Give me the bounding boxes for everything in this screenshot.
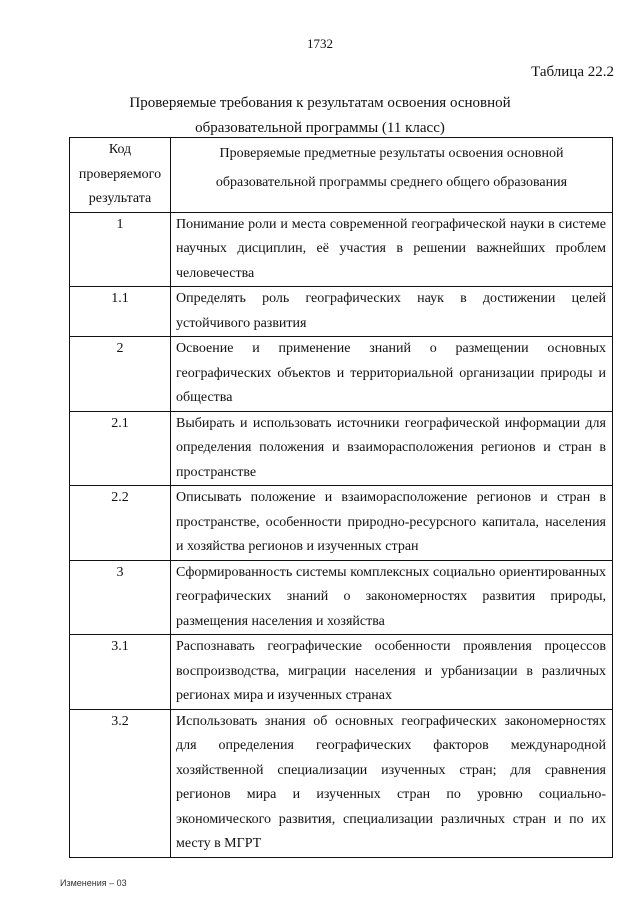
table-header-row [70, 138, 613, 213]
row-code: 1 [70, 212, 171, 287]
caption-line: Проверяемые требования к результатам освоения основной [129, 95, 511, 111]
row-code: 2.2 [70, 486, 171, 561]
table-row [70, 486, 613, 561]
table-row [70, 212, 613, 287]
row-text: Описывать положение и взаиморасположение регионов и стран в пространстве, особенности природно-ресурсного капитала, населения и хозяйства регионов и изученных стран [171, 486, 613, 561]
row-code: 1.1 [70, 287, 171, 337]
caption-line: образовательной программы (11 класс) [195, 120, 445, 136]
table-row [70, 287, 613, 337]
row-code: 3 [70, 560, 171, 635]
row-code: 3.1 [70, 635, 171, 710]
table-row [70, 411, 613, 486]
row-text: Выбирать и использовать источники географической информации для определения положения и взаиморасположения регионов и стран в пространстве [171, 411, 613, 486]
table-row [70, 560, 613, 635]
header-code-line: результата [88, 191, 152, 206]
table-caption [0, 91, 640, 141]
header-code-line: проверяемого [78, 166, 162, 182]
header-code-line: Код [108, 142, 132, 157]
header-description-line: Проверяемые предметные результаты освоения основной [219, 146, 564, 161]
row-text: Понимание роли и места современной географической науки в системе научных дисциплин, её участия в решении важнейших проблем человечества [171, 212, 613, 287]
row-text: Использовать знания об основных географических закономерностях для определения географических факторов международной хозяйственной специализации изученных стран; для сравнения регионов мира и изученных стран по уровню социально-экономического развития, специализации различных стран и по их месту в МГРТ [171, 709, 613, 857]
row-code: 3.2 [70, 709, 171, 857]
row-text: Освоение и применение знаний о размещении основных географических объектов и территориальной организации природы и общества [171, 337, 613, 412]
requirements-table [69, 137, 613, 858]
header-description [171, 138, 613, 213]
row-code: 2 [70, 337, 171, 412]
row-text: Определять роль географических наук в достижении целей устойчивого развития [171, 287, 613, 337]
page-number: 1732 [307, 36, 333, 51]
footer-note: Изменения – 03 [60, 878, 127, 888]
table-label: Таблица 22.2 [531, 64, 614, 80]
header-description-line: образовательной программы среднего общего образования [215, 174, 568, 190]
row-text: Распознавать географические особенности проявления процессов воспроизводства, миграции населения и урбанизации в различных регионах мира и изученных странах [171, 635, 613, 710]
table-row [70, 635, 613, 710]
table-row [70, 337, 613, 412]
row-code: 2.1 [70, 411, 171, 486]
row-text: Сформированность системы комплексных социально ориентированных географических знаний о закономерностях развития природы, размещения населения и хозяйства [171, 560, 613, 635]
header-code [70, 138, 171, 213]
table-row [70, 709, 613, 857]
